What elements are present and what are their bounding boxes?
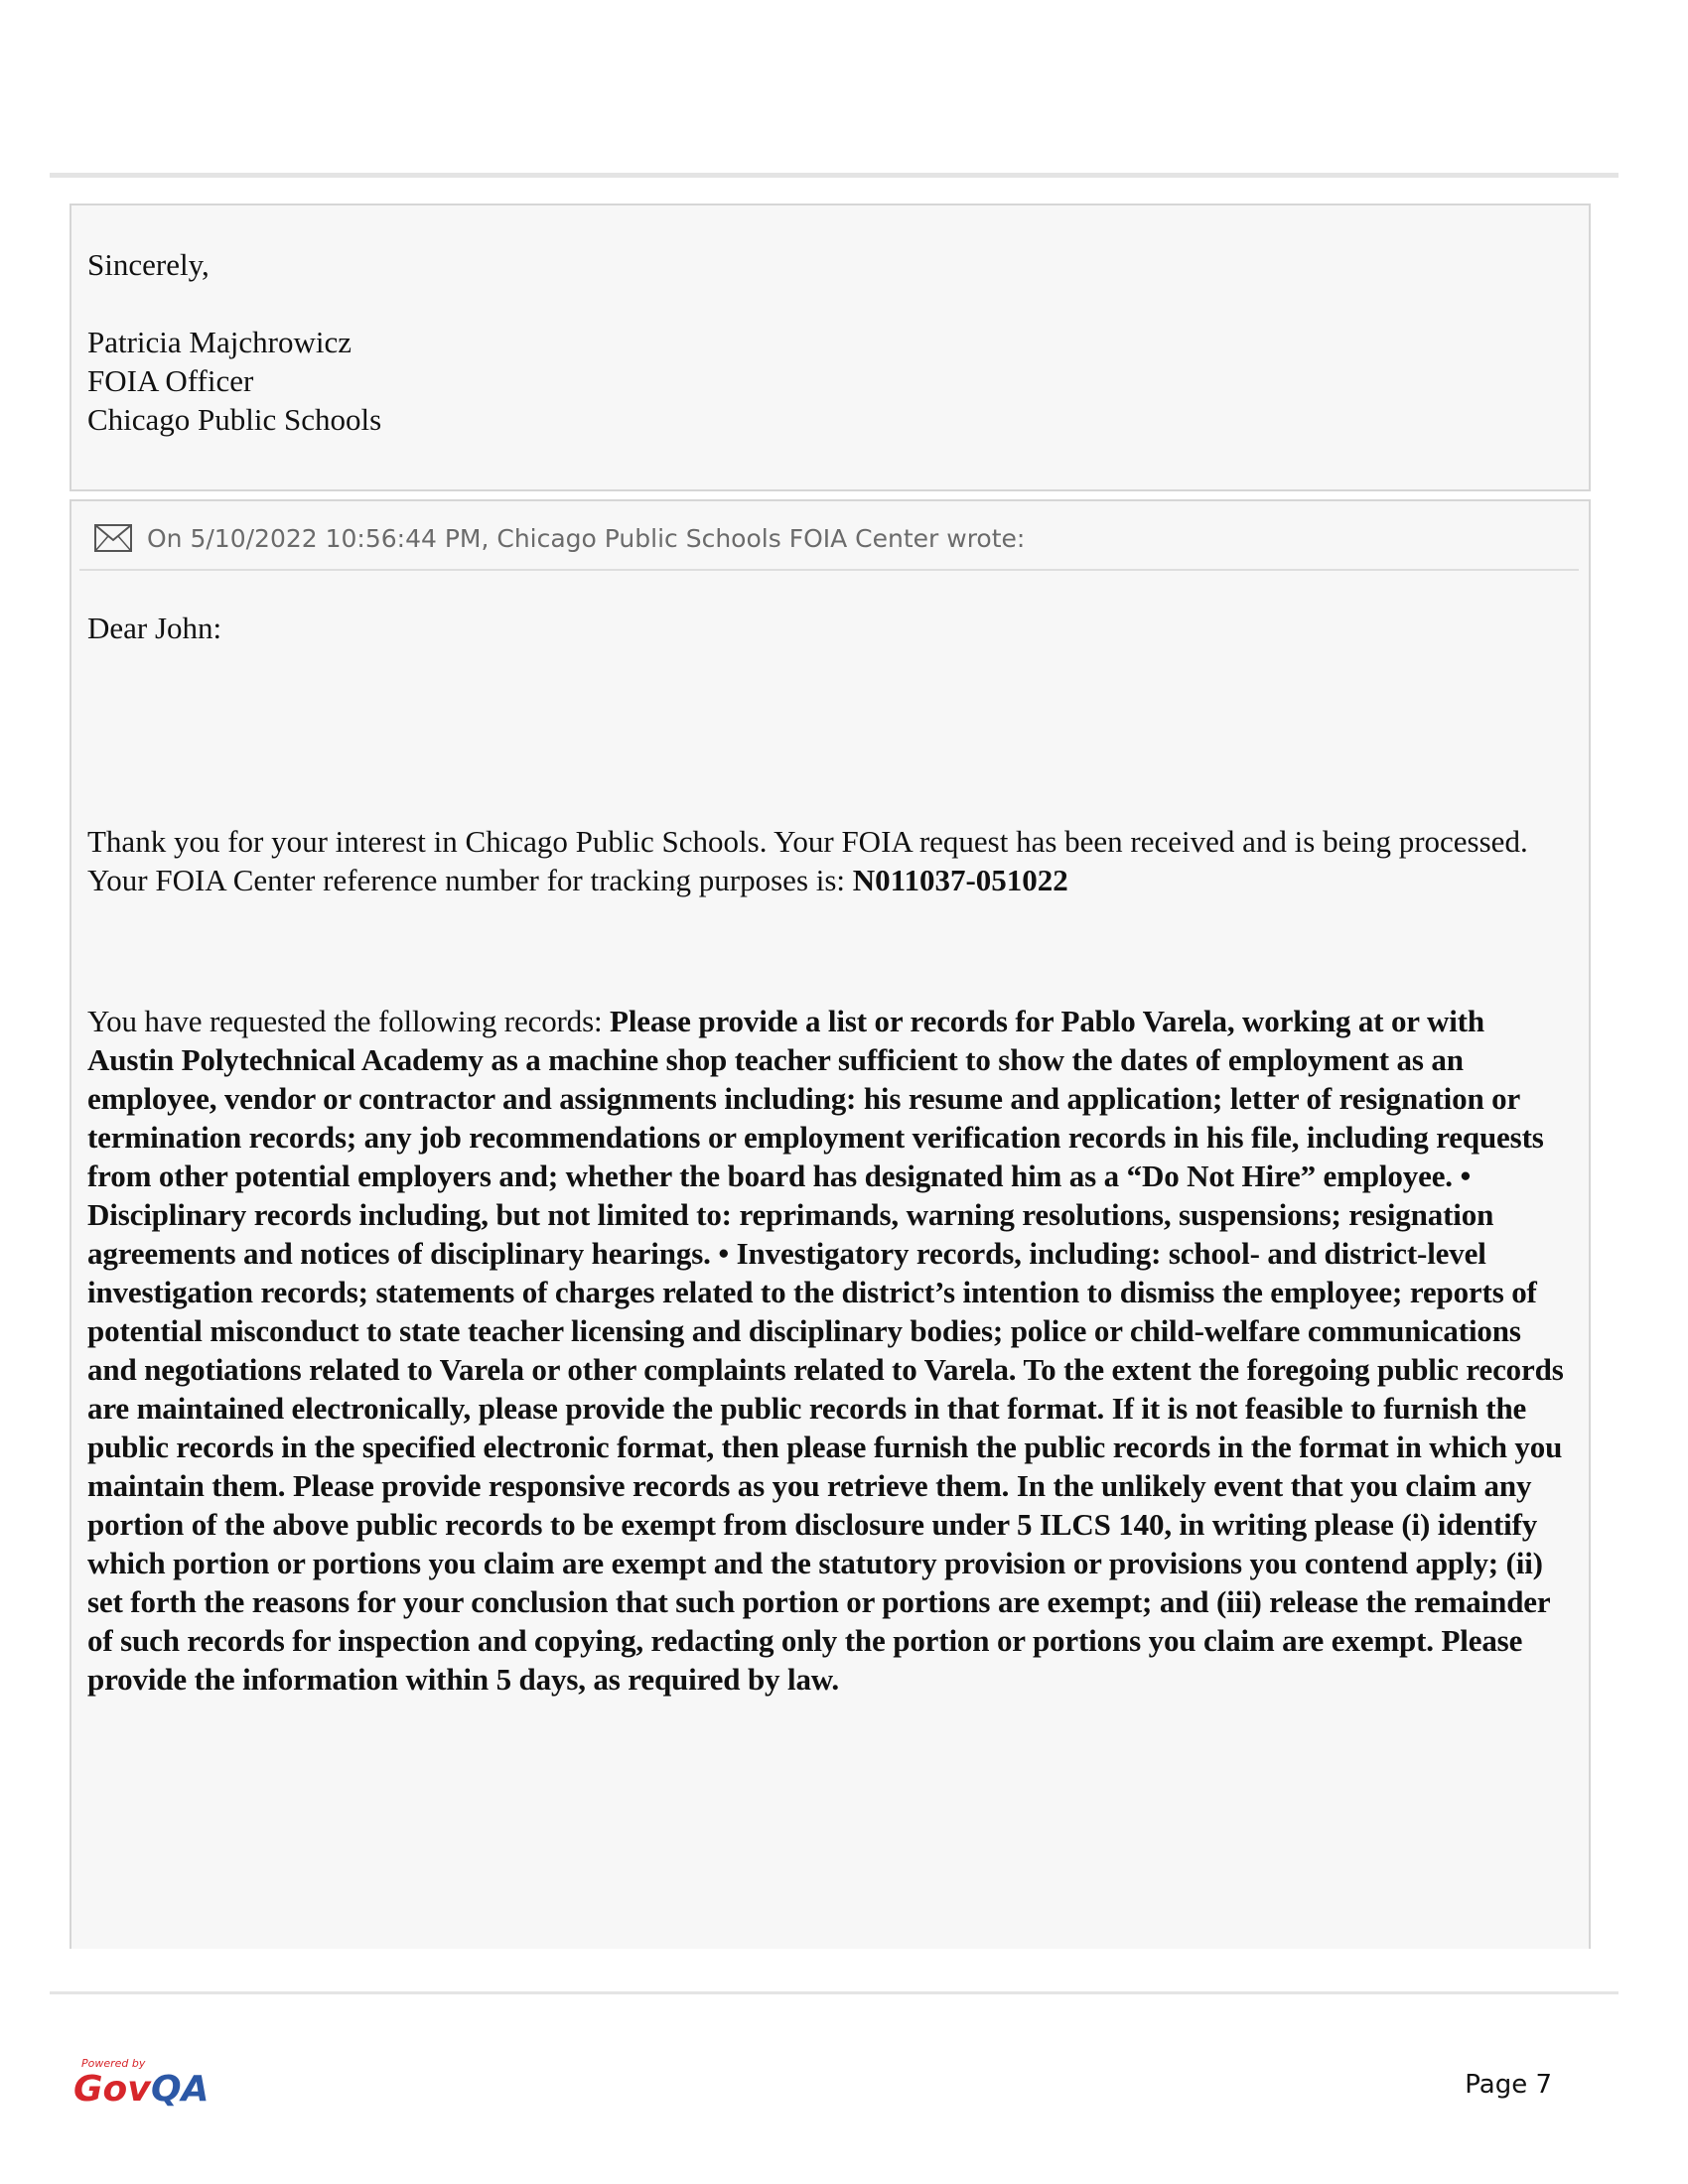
reference-number: N011037-051022	[852, 863, 1068, 897]
request-lead-text: You have requested the following records:	[87, 1004, 611, 1038]
envelope-icon	[93, 523, 133, 553]
signer-name: Patricia Majchrowicz	[87, 325, 352, 359]
message-header	[79, 507, 1579, 571]
spacer	[87, 284, 1589, 323]
signature-block	[71, 205, 1589, 439]
intro-text: Thank you for your interest in Chicago Public Schools. Your FOIA request has been received and is being processed. Your FOIA Center reference number for tracking purposes is:	[87, 824, 1528, 897]
page-number: Page 7	[1465, 2070, 1552, 2100]
top-divider	[50, 173, 1618, 178]
signature-box	[70, 204, 1591, 491]
logo-gov: Gov	[73, 2069, 151, 2110]
intro-paragraph	[87, 822, 1569, 899]
closing-text: Sincerely,	[87, 247, 210, 282]
greeting-text: Dear John:	[87, 611, 222, 645]
govqa-logo	[71, 2053, 211, 2111]
bottom-divider	[50, 1991, 1618, 1994]
signer-org: Chicago Public Schools	[87, 402, 382, 437]
request-text: Please provide a list or records for Pablo Varela, working at or with Austin Polytechnical Academy as a machine shop teacher sufficient to show the dates of employment as an employee, vendor or contractor and assignments including: his resume and application; letter of resignation or termination records; any job recommendations or employment verification records in his file, including requests from other potential employers and; whether the board has designated him as a “Do Not Hire” employee. • Disciplinary records including, but not limited to: reprimands, warning resolutions, suspensions; resignation agreements and notices of disciplinary hearings. • Investigatory records, including: school- and district-level investigation records; statements of charges related to the district’s intention to dismiss the employee; reports of potential misconduct to state teacher licensing and disciplinary bodies; police or child-welfare communications and negotiations related to Varela or other complaints related to Varela. To the extent the foregoing public records are maintained electronically, please provide the public records in that format. If it is not feasible to furnish the public records in the specified electronic format, then please furnish the public records in the format in which you maintain them. Please provide responsive records as you retrieve them. In the unlikely event that you claim any portion of the above public records to be exempt from disclosure under 5 ILCS 140, in writing please (i) identify which portion or portions you claim are exempt and the statutory provision or provisions you contend apply; (ii) set forth the reasons for your conclusion that such portion or portions are exempt; and (iii) release the remainder of such records for inspection and copying, redacting only the portion or portions you claim are exempt. Please provide the information within 5 days, as required by law.	[87, 1004, 1564, 1697]
signer-title: FOIA Officer	[87, 363, 254, 398]
logo-tagline: Powered by	[81, 2057, 146, 2070]
message-header-text: On 5/10/2022 10:56:44 PM, Chicago Public Schools FOIA Center wrote:	[147, 523, 1026, 553]
logo-qa: QA	[151, 2069, 210, 2110]
request-paragraph	[87, 1002, 1569, 1699]
quoted-message-box	[70, 499, 1591, 1949]
